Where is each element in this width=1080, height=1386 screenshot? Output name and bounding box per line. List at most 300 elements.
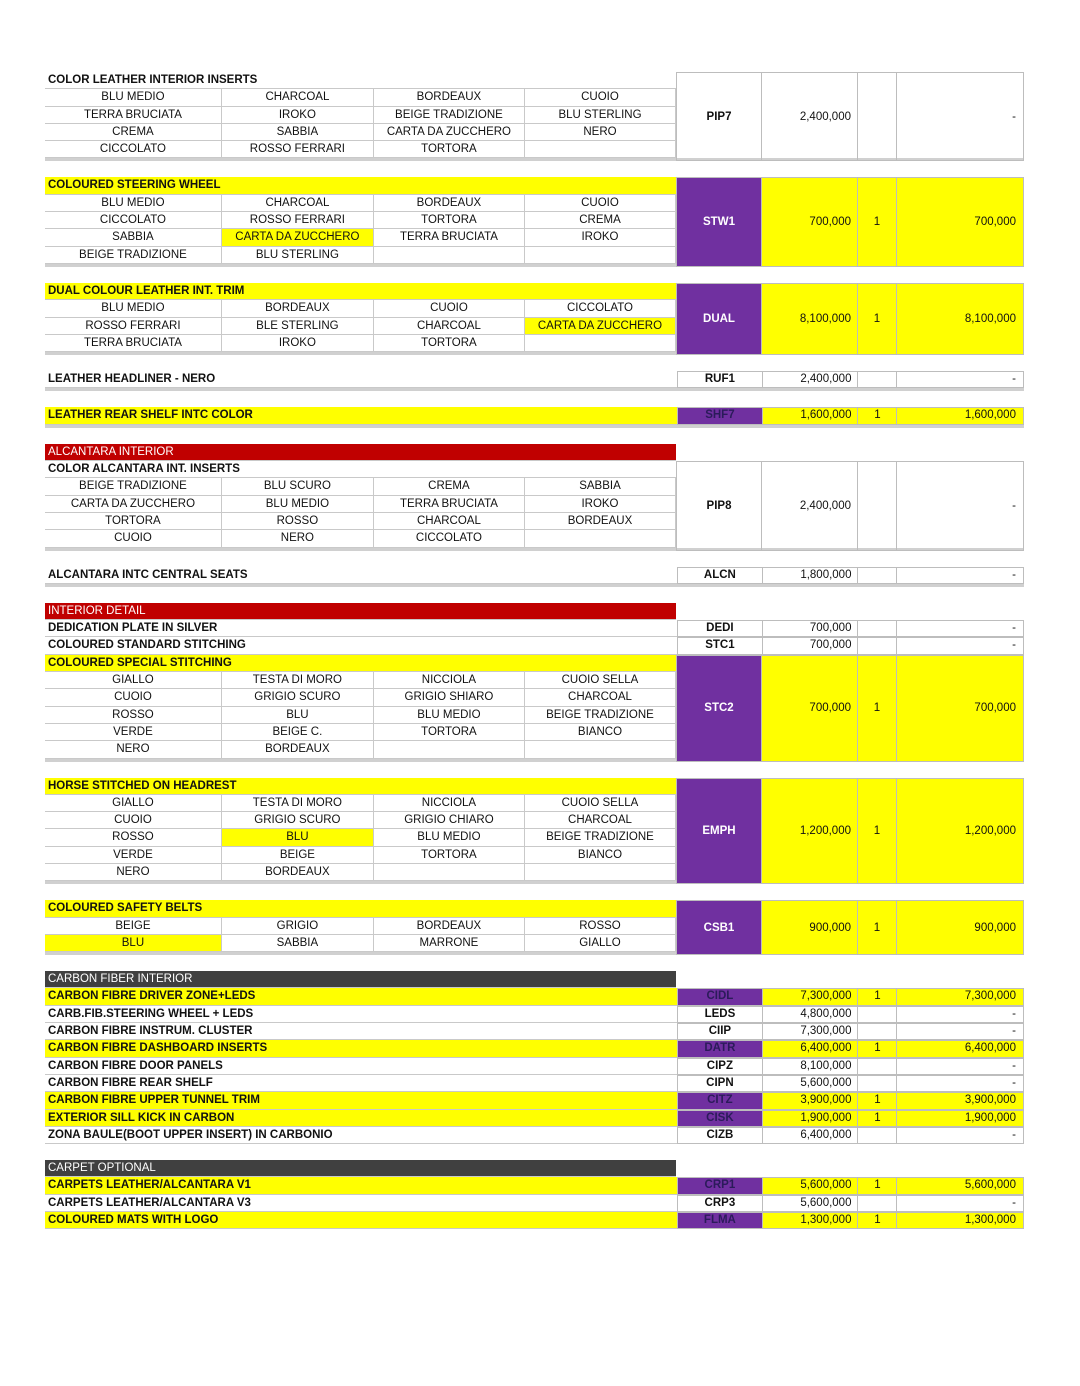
color-option: ROSSO FERRARI: [45, 318, 222, 334]
option-row: [45, 1212, 1024, 1229]
color-option: BIANCO: [525, 847, 676, 863]
option-price: 1,900,000: [763, 1110, 859, 1127]
color-option: CICCOLATO: [45, 141, 222, 157]
color-option: CHARCOAL: [222, 89, 374, 105]
option-total: 3,900,000: [897, 1092, 1024, 1109]
alcantara-header: [45, 444, 1024, 461]
color-cells: [45, 513, 676, 530]
color-cells: [45, 672, 676, 689]
price-block: [676, 177, 1024, 266]
option-total: -: [897, 371, 1024, 388]
color-option: BLU: [222, 707, 374, 723]
color-cells: [45, 89, 676, 106]
color-option: BLU MEDIO: [45, 89, 222, 105]
color-cells: [45, 318, 676, 335]
option-code: CISK: [677, 1110, 763, 1127]
option-total: -: [897, 1195, 1024, 1212]
color-option: CREMA: [525, 212, 676, 228]
color-option: NERO: [45, 741, 222, 757]
color-option: BEIGE TRADIZIONE: [525, 829, 676, 845]
color-option: CREMA: [45, 124, 222, 140]
option-row: [45, 1023, 1024, 1040]
option-code: CIIP: [677, 1023, 763, 1040]
color-option: ROSSO: [525, 918, 676, 934]
group-title: HORSE STITCHED ON HEADREST: [45, 778, 676, 795]
option-total: 6,400,000: [897, 1040, 1024, 1057]
spacer: [45, 391, 1024, 407]
color-option: GRIGIO SHIARO: [374, 689, 525, 705]
option-qty: 1: [858, 988, 897, 1005]
color-option: BLU STERLING: [222, 247, 374, 263]
color-option: SABBIA: [45, 229, 222, 245]
color-option: TORTORA: [374, 724, 525, 740]
option-price: 1,600,000: [763, 407, 859, 424]
option-code: CIDL: [677, 988, 763, 1005]
color-option: CARTA DA ZUCCHERO: [222, 229, 374, 245]
color-cells: [45, 247, 676, 264]
color-option: NERO: [525, 124, 676, 140]
carbon-header: [45, 971, 1024, 988]
option-total: 7,300,000: [897, 988, 1024, 1005]
color-option: ROSSO: [45, 707, 222, 723]
color-option: GRIGIO SCURO: [222, 812, 374, 828]
option-row: [45, 1006, 1024, 1023]
color-option: BLU MEDIO: [222, 496, 374, 512]
option-total: 8,100,000: [897, 283, 1024, 355]
option-group-pip7: [45, 72, 1024, 161]
option-price: 8,100,000: [763, 1058, 859, 1075]
carpet-header-label: CARPET OPTIONAL: [45, 1160, 676, 1177]
option-qty: [858, 72, 897, 161]
color-option: BLU MEDIO: [45, 195, 222, 211]
color-cells: [45, 478, 676, 495]
spacer: [45, 884, 1024, 900]
option-total: -: [897, 1006, 1024, 1023]
spacer: [45, 161, 1024, 177]
option-qty: [858, 1006, 897, 1023]
color-option: IROKO: [222, 335, 374, 351]
color-cells: [45, 195, 676, 212]
color-option: TERRA BRUCIATA: [374, 229, 525, 245]
color-option: BLU: [45, 935, 222, 951]
color-option: NERO: [45, 864, 222, 880]
color-option: SABBIA: [222, 124, 374, 140]
group-title: COLOR ALCANTARA INT. INSERTS: [45, 461, 676, 478]
color-option: [374, 741, 525, 757]
option-price: 7,300,000: [763, 1023, 859, 1040]
option-row: [45, 1092, 1024, 1109]
color-cells: [45, 141, 676, 158]
option-qty: 1: [858, 177, 897, 266]
option-total: -: [897, 567, 1024, 584]
color-cells: [45, 829, 676, 846]
option-price: 700,000: [762, 177, 858, 266]
color-option: BORDEAUX: [222, 300, 374, 316]
color-option: CUOIO: [525, 195, 676, 211]
color-option: TORTORA: [45, 513, 222, 529]
color-option: IROKO: [525, 496, 676, 512]
option-total: 700,000: [897, 655, 1024, 762]
color-option: CARTA DA ZUCCHERO: [45, 496, 222, 512]
option-title: LEATHER HEADLINER - NERO: [45, 371, 677, 388]
color-option: BLU MEDIO: [45, 300, 222, 316]
option-title: EXTERIOR SILL KICK IN CARBON: [45, 1110, 677, 1127]
option-qty: [858, 1127, 897, 1144]
color-option: BEIGE TRADIZIONE: [45, 247, 222, 263]
option-code: PIP8: [676, 461, 762, 550]
option-code: DUAL: [676, 283, 762, 355]
color-option: TORTORA: [374, 212, 525, 228]
color-option: CICCOLATO: [525, 300, 676, 316]
option-code: EMPH: [676, 778, 762, 885]
option-title: CARBON FIBRE INSTRUM. CLUSTER: [45, 1023, 677, 1040]
option-code: SHF7: [677, 407, 763, 424]
option-code: CIZB: [677, 1127, 763, 1144]
spacer: [45, 762, 1024, 778]
color-option: [525, 864, 676, 880]
color-option: CHARCOAL: [374, 318, 525, 334]
option-row: [45, 1177, 1024, 1194]
spacer: [45, 1144, 1024, 1160]
color-option: BEIGE: [45, 918, 222, 934]
option-total: -: [897, 461, 1024, 550]
color-cells: [45, 124, 676, 141]
color-option: TESTA DI MORO: [222, 672, 374, 688]
color-option: BLU SCURO: [222, 478, 374, 494]
option-title: COLOURED MATS WITH LOGO: [45, 1212, 677, 1229]
options-price-sheet: [45, 72, 1024, 1229]
color-option: BEIGE TRADIZIONE: [525, 707, 676, 723]
option-row: [45, 1127, 1024, 1144]
option-qty: 1: [858, 1110, 897, 1127]
color-option: CUOIO SELLA: [525, 795, 676, 811]
option-row: [45, 1058, 1024, 1075]
option-title: CARBON FIBRE REAR SHELF: [45, 1075, 677, 1092]
option-price: 700,000: [763, 620, 859, 637]
color-option: TORTORA: [374, 141, 525, 157]
option-code: CRP1: [677, 1177, 763, 1194]
option-code: CRP3: [677, 1195, 763, 1212]
option-code: FLMA: [677, 1212, 763, 1229]
option-qty: 1: [858, 283, 897, 355]
color-option: TERRA BRUCIATA: [45, 107, 222, 123]
spacer: [45, 428, 1024, 444]
color-option: BIANCO: [525, 724, 676, 740]
color-option: TORTORA: [374, 847, 525, 863]
option-code: DATR: [677, 1040, 763, 1057]
color-cells: [45, 918, 676, 935]
option-code: DEDI: [677, 620, 763, 637]
color-option: [525, 141, 676, 157]
price-block: [676, 461, 1024, 550]
color-option: BLU: [222, 829, 374, 845]
color-cells: [45, 795, 676, 812]
color-option: MARRONE: [374, 935, 525, 951]
color-option: CARTA DA ZUCCHERO: [374, 124, 525, 140]
option-price: 7,300,000: [763, 988, 859, 1005]
price-block: [676, 283, 1024, 355]
option-qty: 1: [858, 1212, 897, 1229]
option-price: 1,200,000: [762, 778, 858, 885]
color-option: CICCOLATO: [45, 212, 222, 228]
color-option: BEIGE TRADIZIONE: [45, 478, 222, 494]
option-code: LEDS: [677, 1006, 763, 1023]
option-total: -: [897, 1127, 1024, 1144]
option-qty: 1: [858, 1092, 897, 1109]
option-price: 5,600,000: [763, 1075, 859, 1092]
color-option: [525, 247, 676, 263]
color-cells: [45, 741, 676, 758]
option-qty: [858, 371, 897, 388]
color-option: GRIGIO CHIARO: [374, 812, 525, 828]
group-title: COLOR LEATHER INTERIOR INSERTS: [45, 72, 676, 89]
option-qty: 1: [858, 407, 897, 424]
option-price: 5,600,000: [763, 1177, 859, 1194]
option-total: 1,900,000: [897, 1110, 1024, 1127]
option-title: CARB.FIB.STEERING WHEEL + LEDS: [45, 1006, 677, 1023]
spacer: [45, 551, 1024, 567]
color-option: GIALLO: [45, 795, 222, 811]
option-group-stw1: [45, 177, 1024, 266]
option-total: 5,600,000: [897, 1177, 1024, 1194]
option-price: 6,400,000: [763, 1040, 859, 1057]
color-option: CHARCOAL: [525, 812, 676, 828]
option-price: 700,000: [762, 655, 858, 762]
option-code: ALCN: [677, 567, 763, 584]
option-qty: [858, 620, 897, 637]
color-option: BEIGE C.: [222, 724, 374, 740]
option-title: DEDICATION PLATE IN SILVER: [45, 620, 677, 637]
color-cells: [45, 212, 676, 229]
option-code: STW1: [676, 177, 762, 266]
color-option: CHARCOAL: [525, 689, 676, 705]
color-option: IROKO: [525, 229, 676, 245]
price-block: [676, 72, 1024, 161]
color-cells: [45, 707, 676, 724]
group-title: DUAL COLOUR LEATHER INT. TRIM: [45, 283, 676, 300]
option-qty: 1: [858, 1177, 897, 1194]
interior-detail-header: [45, 603, 1024, 620]
color-cells: [45, 812, 676, 829]
color-option: BEIGE TRADIZIONE: [374, 107, 525, 123]
option-price: 900,000: [762, 900, 858, 955]
option-title: ALCANTARA INTC CENTRAL SEATS: [45, 567, 677, 584]
color-option: BORDEAUX: [222, 741, 374, 757]
spacer: [45, 355, 1024, 371]
color-option: CHARCOAL: [374, 513, 525, 529]
group-title: COLOURED STEERING WHEEL: [45, 177, 676, 194]
option-title: CARBON FIBRE DOOR PANELS: [45, 1058, 677, 1075]
color-cells: [45, 530, 676, 547]
option-title: LEATHER REAR SHELF INTC COLOR: [45, 407, 677, 424]
alcantara-header-label: ALCANTARA INTERIOR: [45, 444, 676, 461]
option-row: [45, 407, 1024, 427]
option-code: CITZ: [677, 1092, 763, 1109]
option-price: 5,600,000: [763, 1195, 859, 1212]
color-cells: [45, 229, 676, 246]
option-qty: 1: [858, 778, 897, 885]
option-qty: [858, 1023, 897, 1040]
option-group-dual: [45, 283, 1024, 355]
color-option: ROSSO FERRARI: [222, 212, 374, 228]
option-title: COLOURED STANDARD STITCHING: [45, 637, 677, 654]
color-cells: [45, 864, 676, 881]
color-option: NERO: [222, 530, 374, 546]
color-option: BORDEAUX: [525, 513, 676, 529]
option-row: [45, 637, 1024, 654]
carpet-header: [45, 1160, 1024, 1177]
option-total: 700,000: [897, 177, 1024, 266]
color-option: GRIGIO SCURO: [222, 689, 374, 705]
color-option: [525, 335, 676, 351]
color-cells: [45, 335, 676, 352]
group-title: COLOURED SPECIAL STITCHING: [45, 655, 676, 672]
color-option: TERRA BRUCIATA: [45, 335, 222, 351]
color-option: SABBIA: [222, 935, 374, 951]
color-option: [525, 741, 676, 757]
color-option: [374, 247, 525, 263]
option-group-emph: [45, 778, 1024, 885]
option-title: CARPETS LEATHER/ALCANTARA V1: [45, 1177, 677, 1194]
color-option: BLU MEDIO: [374, 829, 525, 845]
group-title: COLOURED SAFETY BELTS: [45, 900, 676, 917]
color-option: BLE STERLING: [222, 318, 374, 334]
option-price: 2,400,000: [762, 461, 858, 550]
option-qty: [858, 1075, 897, 1092]
color-cells: [45, 107, 676, 124]
color-option: TESTA DI MORO: [222, 795, 374, 811]
option-code: PIP7: [676, 72, 762, 161]
option-qty: [858, 567, 897, 584]
option-code: STC2: [676, 655, 762, 762]
option-qty: 1: [858, 1040, 897, 1057]
color-option: ROSSO: [45, 829, 222, 845]
option-total: -: [897, 1023, 1024, 1040]
color-option: CUOIO: [374, 300, 525, 316]
color-option: BEIGE: [222, 847, 374, 863]
interior-detail-header-label: INTERIOR DETAIL: [45, 603, 676, 620]
option-row: [45, 620, 1024, 637]
option-title: CARBON FIBRE UPPER TUNNEL TRIM: [45, 1092, 677, 1109]
option-code: RUF1: [677, 371, 763, 388]
color-cells: [45, 689, 676, 706]
color-option: BORDEAUX: [374, 195, 525, 211]
option-row: [45, 1075, 1024, 1092]
color-option: GRIGIO: [222, 918, 374, 934]
option-price: 4,800,000: [763, 1006, 859, 1023]
color-cells: [45, 300, 676, 317]
color-option: IROKO: [222, 107, 374, 123]
color-option: VERDE: [45, 724, 222, 740]
color-option: CUOIO: [45, 530, 222, 546]
option-qty: [858, 461, 897, 550]
color-option: [525, 530, 676, 546]
option-total: 1,300,000: [897, 1212, 1024, 1229]
option-code: CSB1: [676, 900, 762, 955]
carbon-header-label: CARBON FIBER INTERIOR: [45, 971, 676, 988]
option-group-pip8: [45, 461, 1024, 550]
color-option: GIALLO: [525, 935, 676, 951]
price-block: [676, 655, 1024, 762]
option-row: [45, 1040, 1024, 1057]
option-total: -: [897, 620, 1024, 637]
price-block: [676, 778, 1024, 885]
color-cells: [45, 847, 676, 864]
color-option: CUOIO: [525, 89, 676, 105]
option-price: 6,400,000: [763, 1127, 859, 1144]
option-total: -: [897, 1075, 1024, 1092]
color-option: NICCIOLA: [374, 795, 525, 811]
color-option: CREMA: [374, 478, 525, 494]
color-option: CARTA DA ZUCCHERO: [525, 318, 676, 334]
option-total: -: [897, 72, 1024, 161]
option-group-stc2: [45, 655, 1024, 762]
option-price: 1,800,000: [763, 567, 859, 584]
option-code: CIPZ: [677, 1058, 763, 1075]
option-qty: 1: [858, 655, 897, 762]
color-option: TORTORA: [374, 335, 525, 351]
option-price: 8,100,000: [762, 283, 858, 355]
option-title: CARBON FIBRE DRIVER ZONE+LEDS: [45, 988, 677, 1005]
option-total: -: [897, 1058, 1024, 1075]
color-option: BLU STERLING: [525, 107, 676, 123]
color-option: BORDEAUX: [222, 864, 374, 880]
option-qty: [858, 1058, 897, 1075]
option-price: 1,300,000: [763, 1212, 859, 1229]
spacer: [45, 267, 1024, 283]
color-option: [374, 864, 525, 880]
color-option: BORDEAUX: [374, 89, 525, 105]
color-option: SABBIA: [525, 478, 676, 494]
option-row: [45, 988, 1024, 1005]
color-cells: [45, 935, 676, 952]
option-row: [45, 1110, 1024, 1127]
option-row: [45, 371, 1024, 391]
color-option: ROSSO: [222, 513, 374, 529]
spacer: [45, 587, 1024, 603]
color-option: BORDEAUX: [374, 918, 525, 934]
option-row: [45, 567, 1024, 587]
color-option: GIALLO: [45, 672, 222, 688]
option-title: CARBON FIBRE DASHBOARD INSERTS: [45, 1040, 677, 1057]
option-total: 1,600,000: [897, 407, 1024, 424]
option-price: 700,000: [763, 637, 859, 654]
color-option: TERRA BRUCIATA: [374, 496, 525, 512]
spacer: [45, 955, 1024, 971]
price-block: [676, 900, 1024, 955]
option-title: ZONA BAULE(BOOT UPPER INSERT) IN CARBONIO: [45, 1127, 677, 1144]
color-cells: [45, 724, 676, 741]
option-total: 900,000: [897, 900, 1024, 955]
option-total: -: [897, 637, 1024, 654]
color-option: CHARCOAL: [222, 195, 374, 211]
option-code: STC1: [677, 637, 763, 654]
option-code: CIPN: [677, 1075, 763, 1092]
option-qty: [858, 637, 897, 654]
color-option: ROSSO FERRARI: [222, 141, 374, 157]
color-option: NICCIOLA: [374, 672, 525, 688]
option-price: 2,400,000: [763, 371, 859, 388]
option-title: CARPETS LEATHER/ALCANTARA V3: [45, 1195, 677, 1212]
option-row: [45, 1195, 1024, 1212]
option-price: 2,400,000: [762, 72, 858, 161]
option-price: 3,900,000: [763, 1092, 859, 1109]
color-option: CUOIO: [45, 689, 222, 705]
color-option: BLU MEDIO: [374, 707, 525, 723]
color-option: CUOIO: [45, 812, 222, 828]
color-option: VERDE: [45, 847, 222, 863]
option-qty: [858, 1195, 897, 1212]
